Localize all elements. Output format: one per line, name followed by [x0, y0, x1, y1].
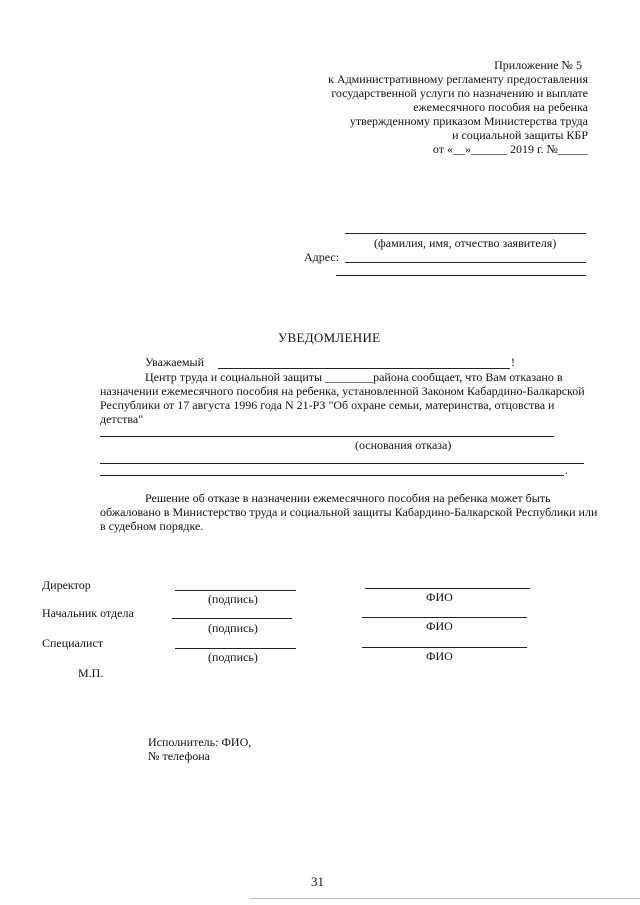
reason-line-3: [100, 475, 564, 476]
name-line[interactable]: [365, 588, 530, 589]
greeting-exclamation: !: [511, 355, 515, 369]
appendix-line: государственной услуги по назначению и выплате: [331, 86, 588, 100]
applicant-name-caption: (фамилия, имя, отчество заявителя): [374, 236, 557, 250]
signature-line[interactable]: [172, 618, 292, 619]
name-caption: ФИО: [426, 590, 453, 604]
appendix-date-line: от «__»______ 2019 г. №_____: [432, 142, 588, 156]
notice-body-line: Республики от 17 августа 1996 года N 21-РЗ "Об охране семьи, материнства, отцовства и: [100, 398, 555, 412]
stamp-place: М.П.: [78, 666, 104, 680]
notice-body-line: Центр труда и социальной защиты ________района сообщает, что Вам отказано в: [145, 370, 563, 384]
executor-name: Исполнитель: ФИО,: [148, 735, 252, 749]
signature-role: Начальник отдела: [42, 606, 134, 620]
signature-caption: (подпись): [208, 621, 258, 635]
reason-caption: (основания отказа): [355, 438, 452, 452]
reason-end-dot: .: [565, 463, 568, 477]
notice-body-line: детства": [100, 412, 144, 426]
signature-line[interactable]: [175, 648, 296, 649]
address-line-2: [336, 275, 586, 276]
name-line[interactable]: [362, 617, 527, 618]
greeting-label: Уважаемый: [145, 355, 204, 369]
appendix-line: ежемесячного пособия на ребенка: [413, 100, 588, 114]
address-label: Адрес:: [304, 250, 340, 264]
applicant-name-line: [345, 233, 586, 234]
signature-caption: (подпись): [208, 592, 258, 606]
name-caption: ФИО: [426, 649, 453, 663]
name-line[interactable]: [362, 647, 527, 648]
signature-caption: (подпись): [208, 650, 258, 664]
notice-title: УВЕДОМЛЕНИЕ: [278, 330, 381, 345]
greeting-name-line: [218, 368, 510, 369]
appeal-line: обжаловано в Министерство труда и социальной защиты Кабардино-Балкарской Республики или: [100, 505, 598, 519]
notice-body-line: назначении ежемесячного пособия на ребенка, установленной Законом Кабардино-Балкарской: [100, 384, 585, 398]
signature-role: Специалист: [42, 636, 104, 650]
name-caption: ФИО: [426, 619, 453, 633]
executor-phone: № телефона: [148, 749, 211, 763]
appeal-line: в судебном порядке.: [100, 519, 204, 533]
scan-edge-line: [250, 898, 640, 899]
appendix-line: и социальной защиты КБР: [452, 128, 588, 142]
appeal-line: Решение об отказе в назначении ежемесячного пособия на ребенка может быть: [145, 491, 551, 505]
reason-line-2: [100, 463, 584, 464]
address-line-1: [345, 262, 586, 263]
signature-line[interactable]: [175, 590, 296, 591]
reason-line-1: [100, 436, 554, 437]
appendix-line: утвержденному приказом Министерства труда: [349, 114, 588, 128]
signature-role: Директор: [42, 578, 91, 592]
page-number: 31: [311, 874, 324, 889]
appendix-number: Приложение № 5: [494, 58, 582, 72]
appendix-line: к Административному регламенту предоставления: [328, 72, 588, 86]
